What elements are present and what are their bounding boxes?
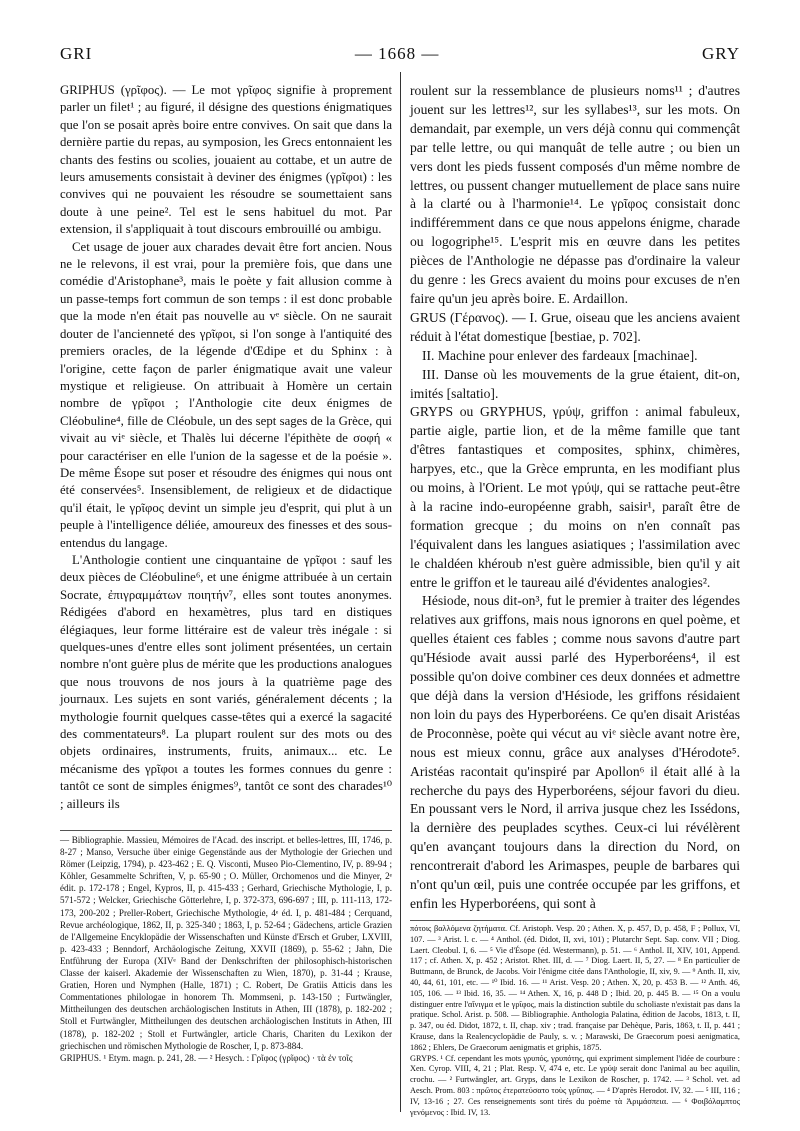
- footnotes-right: [410, 920, 740, 1118]
- entry-gryps: GRYPS ou GRYPHUS, γρύψ, griffon : animal fabuleux, partie aigle, partie lion, et de la même famille que tant d'êtres fantastiques et composites, sphinx, chimères, harpyes, etc., que la Grèce emprunta, en les modifiant plus ou moins, à l'Orient. Le mot γρύψ, qui se rattache peut-être à la racine indo-européenne grabh, saisir¹, paraît être de formation grecque ; du moins on n'en connaît pas l'équivalent dans les langues asiatiques ; l'assimilation avec le chaldéen khéroub n'est guère admissible, bien qu'il y ait entre le griffon et le taureau ailé d'évidentes analogies².: [410, 404, 740, 590]
- footnote-separator: [410, 920, 740, 921]
- entry-grus-sense-2: II. Machine pour enlever des fardeaux [machinae].: [422, 347, 698, 363]
- right-column: [410, 82, 740, 914]
- paragraph: L'Anthologie contient une cinquantaine de γρῖφοι : sauf les deux pièces de Cléobuline⁶, et une énigme attribuée à un certain Socrate, ἐπιγραμμάτων ποιητήν⁷, elles sont toutes anonymes. Rédigées d'abord en hexamètres, plus tard en distiques élégiaques, leur forme littéraire est de valeur très inégale : si quelques-unes d'entre elles sont joliment présentées, un certain nombre n'ont guère plus de mérite que les productions analogues que nous trouvons de nos jours à la quatrième page des journaux. Les sujets en sont variés, généralement décents ; la mythologie fournit quelques casse-têtes qui a exercé la sagacité des commentateurs⁸. La plupart roulent sur des mots ou des objets ordinaires, instruments, fruits, animaux... etc. Le mécanisme des γρῖφοι a toutes les formes connues du genre : tantôt ce sont de simples énigmes⁹, tantôt ce sont des charades¹⁰ ; ailleurs ils: [60, 552, 392, 811]
- column-divider: [400, 72, 401, 1112]
- page-number: — 1668 —: [354, 44, 440, 63]
- header-right: GRY: [702, 44, 740, 63]
- footnote-separator: [60, 830, 392, 831]
- entry-griphus: GRIPHUS (γρῖφος). — Le mot γρῖφος signifie à proprement parler un filet¹ ; au figuré, il désigne des questions énigmatiques que l'on se posait après boire entre convives. On sait que dans la dernière partie du repas, au symposion, les Grecs entonnaient les chants des festins ou scolies, jouaient au cottabe, et un autre de leurs amusements consistait à deviner des énigmes (γρῖφοι) : les convives qui ne pouvaient les résoudre se soumettaient sans doute à une peine². Tel est le sens habituel du mot. Par extension, il s'appliquait à tout discours embrouillé ou ambigu.: [60, 83, 392, 237]
- paragraph: Cet usage de jouer aux charades devait être fort ancien. Nous ne le relevons, il est vrai, pour la première fois, que dans une comédie d'Aristophane³, mais le poète y fait allusion comme à un passe-temps fort commun de son temps : il est donc probable que la mode n'en était pas nouvelle au vᵉ siècle. On ne saurait douter de l'ancienneté des γρῖφοι, si l'on songe à l'antiquité des premiers oracles, de la légende d'Œdipe et du Sphinx : à l'origine, cette façon de parler énigmatique avait une valeur mystique et religieuse. On attribuait à Homère un certain nombre de γρῖφοι ; l'Anthologie cite deux énigmes de Cléobuline⁴, fille de Cléobule, un des sept sages de la Grèce, qui vivait au viᵉ siècle, et Thalès lui décerne l'épithète de σοφή « pour caractériser en elle l'union de la sagesse et de la poésie ». De même Ésope sut poser et résoudre des énigmes qui nous ont été conservées⁵. Insensiblement, de religieux et de didactique qu'il était, le γρῖφος devint un simple jeu d'esprit, qui plut à un peuple à l'intelligence déliée, amoureux des finesses et des sous-entendus du langage.: [60, 239, 392, 550]
- footnotes-right-text: πότοις βαλλόμενα ζητήματα. Cf. Aristoph. Vesp. 20 ; Athen. X, p. 457, D, p. 458, F ; Pollux, VI, 107. — ³ Arist. l. c. — ⁴ Anthol. (éd. Didot, II, xvi, 101) ; Plutarchr Sept. Sap. conv. VII ; Diog. Laert. Cleobul. I, 6. — ⁵ Vie d'Ésope (éd. Westermann), p. 51. — ⁶ Anthol. II, XIV, 101, Append. 117 ; cf. Athen. X, p. 452 ; Aristot. Rhet. III, d. — ⁷ Diog. Laert. II, 5, 27. — ⁸ En particulier de Buttmann, de Brunck, de Jacobs. Voir l'énigme citée dans l'Anthologie, II, xiv, 9. — ⁹ Anth. II, xiv, 40, 44, 61, 101, etc. — ¹⁰ Ibid. 16. — ¹¹ Arist. Vesp. 20 ; Athen. X, 20, p. 453 B. — ¹² Anth. 46, 105, 106. — ¹³ Ibid. 16, 35. — ¹⁴ Athen. X, 16, p. 448 D ; Ibid. 20, p. 445 B. — ¹⁵ On a voulu distinguer entre l'αἴνιγμα et le γρῖφος, mais la distinction subtile du scholiaste n'existait pas dans la pratique. Schol. Arist. p. 508. — Bibliographie. Anthologia Palatina, édition de Jacobs, 1813, t. II, p. 347, ou éd. Didot, 1872, t. II, chap. xiv ; trad. française par Dehèque, Paris, 1863, t. II, p. 441 ; Krause, dans la Realencyclopädie de Pauly, s. v. ; Marawski, De Graecorum poesi aenigmatica, 1862 ; Ehlers, De Graecorum aenigmatis et griphis, 1875. GRYPS. ¹ Cf. cependant les mots γρυπός, γρυπότης, qui expriment simplement l'idée de courbure : Xen. Cyrop. VIII, 4, 21 ; Plat. Resp. V, 474 e, etc. Le γρύψ serait donc l'animal au bec aquilin, crochu. — ² Furtwängler, art. Gryps, dans le Lexikon de Roscher, p. 1742. — ³ Schol. vet. ad Aesch. Prom. 803 : πρῶτος ἐτερατεύσατο τοὺς γρῦπας. — ⁴ D'après Herodot. IV, 32. — ⁵ III, 116 ; IV, 13-16 ; 27. Ces renseignements sont tirés du poème τὰ Ἀριμάσπεια. — ⁶ Φοιβόλαμπτος γενόμενος : Ibid. IV, 13.: [410, 924, 740, 1117]
- footnotes-left: [60, 830, 392, 1064]
- page-header: [60, 44, 740, 70]
- entry-grus-sense-3: III. Danse où les mouvements de la grue étaient, dit-on, imités [saltatio].: [410, 366, 740, 401]
- entry-grus: GRUS (Γέρανος). — I. Grue, oiseau que les anciens avaient réduit à l'état domestique [bestiae, p. 702].: [410, 309, 740, 344]
- paragraph: roulent sur la ressemblance de plusieurs noms¹¹ ; d'autres jouent sur les lettres¹², sur les syllabes¹³, sur les mots. On demandait, par exemple, un vers déjà connu qui commençât par telle lettre, ou qui manquât de telle autre ; ou bien un vers dont les pieds fussent composés d'un même nombre de lettres, ou pussent changer mutuellement de place sans nuire à la clarté ou à l'harmonie¹⁴. Le γρῖφος consistait donc indifféremment dans ce que nous appelons énigme, charade ou logogriphe¹⁵. L'esprit mis en œuvre dans les petites pièces de l'Anthologie ne dépasse pas d'ordinaire la valeur du genre : les Grecs avaient du moins pour excuses de n'en faire qu'un jeu après boire. E. Ardaillon.: [410, 83, 740, 306]
- left-column: [60, 82, 392, 813]
- header-left: GRI: [60, 44, 93, 63]
- footnotes-left-text: — Bibliographie. Massieu, Mémoires de l'Acad. des inscript. et belles-lettres, III, 1746, p. 8-27 ; Manso, Versuche über einige Gegenstände aus der Mythologie der Griechen und Römer (Leipzig, 1794), p. 423-462 ; E. Q. Visconti, Museo Pio-Clementino, IV, p. 89-94 ; Köhler, Gesammelte Schriften, V, p. 65-90 ; O. Müller, Orchomenos und die Minyer, 2ᵉ édit. p. 172-178 ; Engel, Kypros, II, p. 415-433 ; Gerhard, Griechische Mythologie, I, p. 571-572 ; Welcker, Griechische Götterlehre, I, p. 372-373, 696-697 ; III, p. 111-113, 172-173, 200-202 ; Preller-Robert, Griechische Mythologie, 4ᵉ éd. I, p. 481-484 ; Cerquand, Revue archéologique, 1862, II, p. 325-340 ; 1863, I, p. 52-64 ; Gädechens, article Grazien de l'Allgemeine Encyklopädie der Wissenschaften und Künste d'Ersch et Gruber, LXVIII, p. 423-433 ; Benndorf, Archäologische Zeitung, XXVII (1869), p. 55-62 ; Jahn, Die Entführung der Europa (XIVᵉ Band der Denkschriften der philosophisch-historischen Classe der kaiserl. Akademie der Wissenschaften zu Wien, 1870), p. 31-44 ; Krause, Gratien, Horen und Nymphen (Halle, 1871) ; C. Robert, De Gratiis Atticis dans les Commentationes philologae in honorem Th. Mommseni, p. 143-150 ; Furtwängler, Mittheilungen des deutschen archäologischen Instituts in Athen, III (1878), p. 182-202 ; Stoll et Furtwängler, Mittheilungen des deutschen archäologischen Instituts in Athen, III (1878), p. 182-202 ; Stoll et Furtwängler, article Charis, Chariten du Lexikon der griechischen und römischen Mythologie de Roscher, I, p. 873-884. GRIPHUS. ¹ Etym. magn. p. 241, 28. — ² Hesych. : Γρῖφος (γρῖφος) · τὰ ἐν τοῖς: [60, 835, 392, 1063]
- paragraph: Hésiode, nous dit-on³, fut le premier à traiter des légendes relatives aux griffons, mais nous ignorons en quel poème, et quelles étaient ces fables ; comme nous savons d'autre part qu'Hésiode avait aussi parlé des Hyperboréens⁴, il est possible qu'on doive combiner ces deux données et admettre que déjà dans la version d'Hésiode, les griffons résidaient non loin du pays des Hyperboréens. Ce qu'en disait Aristéas de Proconnèse, poète qui vécut au viᵉ siècle avant notre ère, nous est mieux connu, grâce aux analyses d'Hérodote⁵. Aristéas racontait qu'inspiré par Apollon⁶ il était allé à la recherche du pays des Hyperboréens, séjour favori du dieu. En poussant vers le Nord, il arriva jusque chez les Issédons, la dernière des peuplades scythes. Ceux-ci lui révélèrent qu'en avançant toujours dans la direction du Nord, on rencontrerait d'abord les Arimaspes, peuple de barbares qui n'ont qu'un œil, puis une contrée occupée par les griffons, et enfin les Hyperboréens, qui sont à: [410, 593, 740, 911]
